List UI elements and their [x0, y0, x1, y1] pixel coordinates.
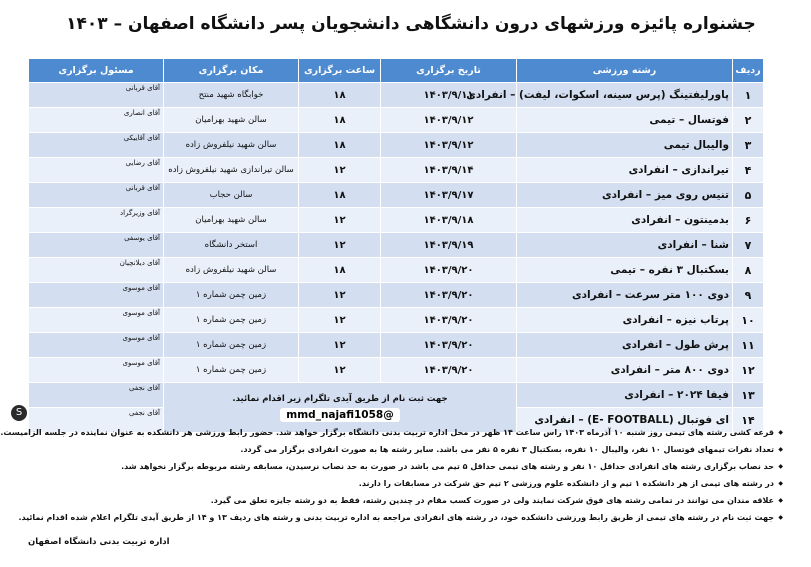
row-responsible: آقای انصاری [29, 108, 164, 133]
row-date: ۱۴۰۳/۹/۲۰ [381, 258, 517, 283]
row-responsible: آقای نجفی [29, 383, 164, 408]
row-responsible: آقای قربانی [29, 83, 164, 108]
row-sport: تیراندازی – انفرادی [517, 158, 733, 183]
row-index: ۱۳ [733, 383, 764, 408]
row-index: ۱ [733, 83, 764, 108]
table-row [29, 333, 764, 358]
row-date: ۱۴۰۳/۹/۱۲ [381, 133, 517, 158]
row-responsible: آقای موسوی [29, 358, 164, 383]
row-responsible: آقای موسوی [29, 308, 164, 333]
row-responsible: آقای رضایی [29, 158, 164, 183]
row-responsible: آقای یوسفی [29, 233, 164, 258]
table-row [29, 258, 764, 283]
row-date: ۱۴۰۳/۹/۲۰ [381, 333, 517, 358]
table-row [29, 208, 764, 233]
row-index: ۲ [733, 108, 764, 133]
header-responsible: مسئول برگزاری [29, 59, 164, 83]
row-index: ۳ [733, 133, 764, 158]
note-item: ◆ قرعه کشی رشته های تیمی روز شنبه ۱۰ آذرماه ۱۴۰۳ راس ساعت ۱۴ ظهر در محل اداره تربیت بدنی دانشگاه برگزار خواهد شد. حضور رابط ورزشی هر دانشکده به عنوان نماینده در جلسه الزامیست. [33, 428, 783, 438]
row-venue: سالن شهید بهرامیان [164, 208, 299, 233]
row-index: ۴ [733, 158, 764, 183]
seal-icon: S [11, 405, 27, 421]
row-venue: خوابگاه شهید منتح [164, 83, 299, 108]
row-time: ۱۸ [299, 83, 381, 108]
row-sport: بدمینتون – انفرادی [517, 208, 733, 233]
notes-list [0, 428, 783, 530]
table-row [29, 133, 764, 158]
row-sport: فوتسال – تیمی [517, 108, 733, 133]
row-index: ۸ [733, 258, 764, 283]
table-header-row [29, 59, 764, 83]
row-time: ۱۸ [299, 258, 381, 283]
schedule-table [28, 58, 764, 433]
row-index: ۱۲ [733, 358, 764, 383]
row-index: ۶ [733, 208, 764, 233]
row-responsible: آقای آقاییکی [29, 133, 164, 158]
row-time: ۱۲ [299, 333, 381, 358]
row-venue: سالن شهید نیلفروش زاده [164, 133, 299, 158]
table-row [29, 358, 764, 383]
row-date: ۱۴۰۳/۹/۱۴ [381, 158, 517, 183]
note-item: ◆ علاقه مندان می توانند در تمامی رشته های فوق شرکت نمایند ولی در صورت کسب مقام در چندین رشته، فقط به دو رشته جایزه تعلق می گیرد. [33, 496, 783, 506]
row-index: ۱۱ [733, 333, 764, 358]
header-venue: مکان برگزاری [164, 59, 299, 83]
row-venue: سالن شهید بهرامیان [164, 108, 299, 133]
row-time: ۱۲ [299, 358, 381, 383]
row-venue: زمین چمن شماره ۱ [164, 358, 299, 383]
row-date: ۱۴۰۳/۹/۲۰ [381, 308, 517, 333]
row-date: ۱۴۰۳/۹/۱۸ [381, 208, 517, 233]
row-time: ۱۸ [299, 108, 381, 133]
row-responsible: آقای موسوی [29, 333, 164, 358]
row-venue: سالن حجاب [164, 183, 299, 208]
note-item: ◆ در رشته های تیمی از هر دانشکده ۱ تیم و از دانشکده علوم ورزشی ۲ تیم حق شرکت در مسابقات را دارند. [33, 479, 783, 489]
row-venue: زمین چمن شماره ۱ [164, 333, 299, 358]
row-responsible: آقای موسوی [29, 283, 164, 308]
table-row [29, 383, 764, 408]
row-responsible: آقای نجفی [29, 408, 164, 433]
row-time: ۱۲ [299, 233, 381, 258]
table-row [29, 283, 764, 308]
header-sport: رشته ورزشی [517, 59, 733, 83]
row-venue: زمین چمن شماره ۱ [164, 283, 299, 308]
row-date: ۱۴۰۳/۹/۱۹ [381, 233, 517, 258]
row-sport: پاورلیفتینگ (پرس سینه، اسکوات، لیفت) – انفرادی [517, 83, 733, 108]
row-sport: فیفا ۲۰۲۴ – انفرادی [517, 383, 733, 408]
table-row [29, 108, 764, 133]
telegram-registration-cell [164, 383, 517, 433]
row-index: ۱۴ [733, 408, 764, 433]
table-row [29, 158, 764, 183]
row-sport: دوی ۸۰۰ متر – انفرادی [517, 358, 733, 383]
header-time: ساعت برگزاری [299, 59, 381, 83]
header-idx: ردیف [733, 59, 764, 83]
row-venue: سالن تیراندازی شهید نیلفروش زاده [164, 158, 299, 183]
row-index: ۵ [733, 183, 764, 208]
table-row [29, 183, 764, 208]
telegram-id[interactable]: @mmd_najafi1058 [280, 408, 399, 422]
row-sport: والیبال تیمی [517, 133, 733, 158]
row-index: ۹ [733, 283, 764, 308]
row-venue: زمین چمن شماره ۱ [164, 308, 299, 333]
row-sport: پرش طول – انفرادی [517, 333, 733, 358]
table-row [29, 308, 764, 333]
row-index: ۱۰ [733, 308, 764, 333]
note-item: ◆ حد نصاب برگزاری رشته های انفرادی حداقل ۱۰ نفر و رشته های تیمی حداقل ۵ تیم می باشد در صورت به حد نصاب نرسیدن، مسابقه رشته مربوطه برگزار نخواهد شد. [33, 462, 783, 472]
row-date: ۱۴۰۳/۹/۲۰ [381, 358, 517, 383]
header-date: تاریخ برگزاری [381, 59, 517, 83]
row-time: ۱۲ [299, 158, 381, 183]
note-item: ◆ تعداد نفرات تیمهای فوتسال ۱۰ نفر، والیبال ۱۰ نفره، بسکتبال ۳ نفره ۵ نفر می باشد. سایر رشته ها به صورت انفرادی برگزار می گردد. [33, 445, 783, 455]
table-row [29, 233, 764, 258]
footer-signature: اداره تربیت بدنی دانشگاه اصفهان [28, 537, 170, 547]
row-date: ۱۴۰۳/۹/۱۱ [381, 83, 517, 108]
row-time: ۱۸ [299, 133, 381, 158]
row-sport: پرتاب نیزه – انفرادی [517, 308, 733, 333]
row-sport: بسکتبال ۳ نفره – تیمی [517, 258, 733, 283]
row-responsible: آقای دیلانچیان [29, 258, 164, 283]
row-time: ۱۲ [299, 208, 381, 233]
table-row [29, 83, 764, 108]
row-sport: شنا – انفرادی [517, 233, 733, 258]
row-date: ۱۴۰۳/۹/۲۰ [381, 283, 517, 308]
row-venue: استخر دانشگاه [164, 233, 299, 258]
row-sport: دوی ۱۰۰ متر سرعت – انفرادی [517, 283, 733, 308]
row-time: ۱۸ [299, 183, 381, 208]
row-sport: ای فوتبال (E- FOOTBALL) – انفرادی [517, 408, 733, 433]
row-time: ۱۲ [299, 308, 381, 333]
row-venue: سالن شهید نیلفروش زاده [164, 258, 299, 283]
row-responsible: آقای قربانی [29, 183, 164, 208]
row-date: ۱۴۰۳/۹/۱۷ [381, 183, 517, 208]
row-sport: تنیس روی میز – انفرادی [517, 183, 733, 208]
note-item: ◆ جهت ثبت نام در رشته های تیمی از طریق رابط ورزشی دانشکده خود، در رشته های انفرادی مراجعه به اداره تربیت بدنی و رشته های ردیف ۱۳ و ۱۴ از طریق آیدی تلگرام اعلام شده اقدام نمائید. [33, 513, 783, 523]
registration-note: جهت ثبت نام از طریق آیدی تلگرام زیر اقدام نمائید. [232, 394, 448, 404]
row-index: ۷ [733, 233, 764, 258]
row-time: ۱۲ [299, 283, 381, 308]
page-title: جشنواره پائیزه ورزشهای درون دانشگاهی دانشجویان پسر دانشگاه اصفهان – ۱۴۰۳ [66, 14, 756, 34]
row-date: ۱۴۰۳/۹/۱۲ [381, 108, 517, 133]
row-responsible: آقای وزیرگراد [29, 208, 164, 233]
